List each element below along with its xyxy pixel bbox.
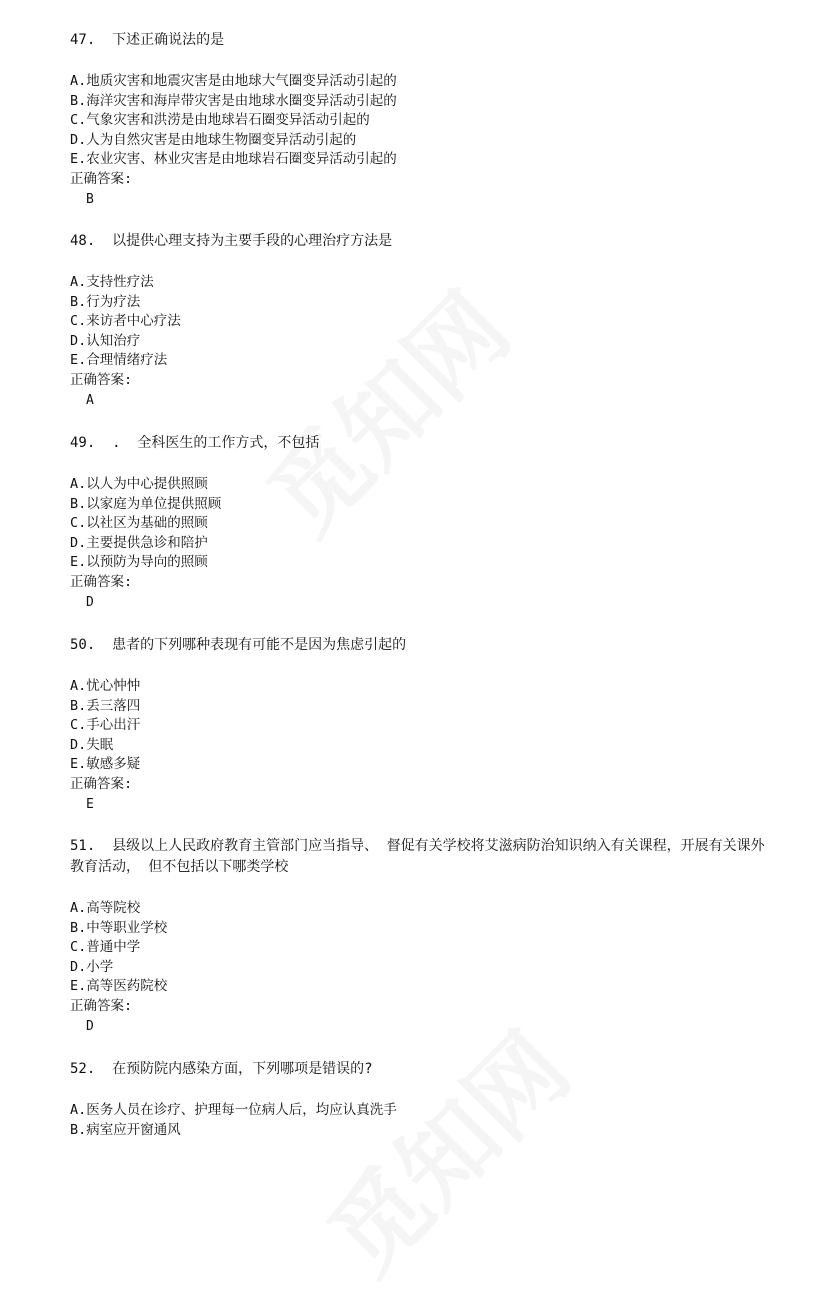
- option-b: B.行为疗法: [70, 293, 141, 310]
- option-b: B.丢三落四: [70, 697, 141, 714]
- option-list: [70, 899, 770, 997]
- question-51: [70, 836, 770, 1038]
- option-a: A.医务人员在诊疗、护理每一位病人后，均应认真洗手: [70, 1102, 397, 1118]
- question-title: 50. 患者的下列哪种表现有可能不是因为焦虑引起的: [70, 637, 407, 653]
- watermark-top: 觅知网: [247, 272, 531, 556]
- option-c: C.普通中学: [70, 939, 141, 955]
- question-title: 47. 下述正确说法的是: [70, 32, 225, 48]
- answer-value: D: [86, 1018, 94, 1034]
- option-b: B.海洋灾害和海岸带灾害是由地球水圈变异活动引起的: [70, 92, 397, 109]
- option-b: B.以家庭为单位提供照顾: [70, 495, 222, 512]
- question-title: 51. 县级以上人民政府教育主管部门应当指导、 督促有关学校将艾滋病防治知识纳入有关课程，开展有关课外教育活动， 但不包括以下哪类学校: [70, 838, 765, 875]
- option-list: [70, 475, 770, 573]
- answer-value: E: [86, 796, 94, 812]
- answer-label: 正确答案:: [70, 997, 133, 1014]
- option-c: C.来访者中心疗法: [70, 313, 181, 329]
- answer-value: A: [86, 392, 94, 408]
- option-d: D.小学: [70, 958, 114, 975]
- question-title: 48. 以提供心理支持为主要手段的心理治疗方法是: [70, 233, 393, 249]
- option-a: A.支持性疗法: [70, 274, 154, 290]
- answer-value: B: [86, 191, 94, 207]
- question-title: 52. 在预防院内感染方面，下列哪项是错误的?: [70, 1061, 373, 1077]
- option-c: C.手心出汗: [70, 717, 141, 733]
- option-list: [70, 72, 770, 170]
- question-50: [70, 635, 770, 816]
- option-c: C.气象灾害和洪涝是由地球岩石圈变异活动引起的: [70, 112, 370, 128]
- question-48: [70, 231, 770, 412]
- option-d: D.主要提供急诊和陪护: [70, 534, 208, 551]
- question-49: [70, 433, 770, 614]
- answer-value: D: [86, 594, 94, 610]
- answer-label: 正确答案:: [70, 170, 133, 187]
- question-47: [70, 30, 770, 211]
- answer-label: 正确答案:: [70, 775, 133, 792]
- watermark-bottom: 觅知网: [307, 1012, 591, 1296]
- option-b: B.病室应开窗通风: [70, 1121, 181, 1138]
- option-a: A.地质灾害和地震灾害是由地球大气圈变异活动引起的: [70, 73, 397, 89]
- answer-label: 正确答案:: [70, 573, 133, 590]
- option-d: D.失眠: [70, 736, 114, 753]
- option-e: E.高等医药院校: [70, 978, 168, 994]
- question-52: [70, 1059, 770, 1140]
- option-a: A.以人为中心提供照顾: [70, 476, 208, 492]
- option-e: E.以预防为导向的照顾: [70, 554, 208, 570]
- option-c: C.以社区为基础的照顾: [70, 515, 208, 531]
- option-b: B.中等职业学校: [70, 919, 168, 936]
- option-e: E.农业灾害、林业灾害是由地球岩石圈变异活动引起的: [70, 151, 397, 167]
- option-d: D.人为自然灾害是由地球生物圈变异活动引起的: [70, 131, 357, 148]
- option-list: [70, 677, 770, 775]
- answer-label: 正确答案:: [70, 371, 133, 388]
- option-a: A.忧心忡忡: [70, 678, 141, 694]
- option-d: D.认知治疗: [70, 332, 141, 349]
- question-title: 49. . 全科医生的工作方式，不包括: [70, 435, 320, 451]
- option-list: [70, 1101, 770, 1140]
- option-a: A.高等院校: [70, 900, 141, 916]
- option-e: E.合理情绪疗法: [70, 352, 168, 368]
- option-e: E.敏感多疑: [70, 756, 141, 772]
- option-list: [70, 273, 770, 371]
